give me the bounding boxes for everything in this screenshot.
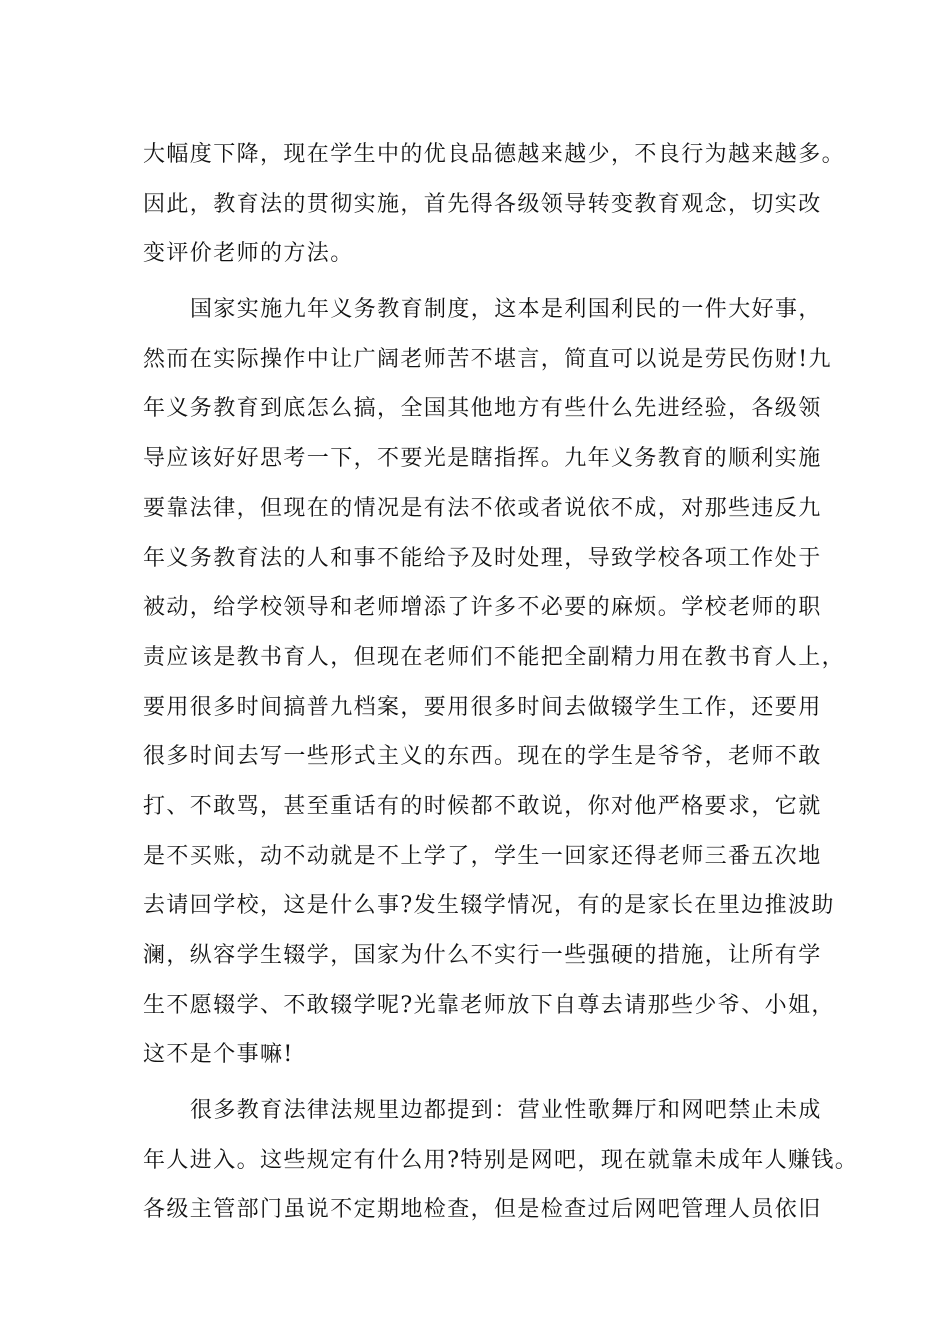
paragraph-first-line: 很多教育法律法规里边都提到：营业性歌舞厅和网吧禁止未成	[190, 1098, 822, 1124]
text-line: 变评价老师的方法。	[143, 241, 354, 267]
text-line: 这不是个事嘛!	[143, 1042, 294, 1068]
text-line: 年义务教育法的人和事不能给予及时处理，导致学校各项工作处于	[143, 545, 822, 571]
text-line: 很多时间去写一些形式主义的东西。现在的学生是爷爷，老师不敢	[143, 744, 822, 770]
text-line: 导应该好好思考一下，不要光是瞎指挥。九年义务教育的顺利实施	[143, 446, 822, 472]
text-line: 各级主管部门虽说不定期地检查，但是检查过后网吧管理人员依旧	[143, 1197, 822, 1223]
paragraph-first-line: 国家实施九年义务教育制度，这本是利国利民的一件大好事，	[190, 297, 822, 323]
text-line: 年人进入。这些规定有什么用?特别是网吧，现在就靠未成年人赚钱。	[143, 1147, 859, 1173]
text-line: 是不买账，动不动就是不上学了，学生一回家还得老师三番五次地	[143, 843, 822, 869]
text-line: 大幅度下降，现在学生中的优良品德越来越少，不良行为越来越多。	[143, 142, 846, 167]
text-line: 澜，纵容学生辍学，国家为什么不实行一些强硬的措施，让所有学	[143, 943, 822, 968]
text-line: 生不愿辍学、不敢辍学呢?光靠老师放下自尊去请那些少爷、小姐，	[143, 992, 835, 1018]
text-line: 因此，教育法的贯彻实施，首先得各级领导转变教育观念，切实改	[143, 191, 822, 217]
text-line: 要用很多时间搞普九档案，要用很多时间去做辍学生工作，还要用	[143, 694, 822, 720]
text-line: 年义务教育到底怎么搞，全国其他地方有些什么先进经验，各级领	[143, 396, 822, 422]
text-line: 然而在实际操作中让广阔老师苦不堪言，简直可以说是劳民伤财!九	[143, 346, 832, 372]
text-line: 打、不敢骂，甚至重话有的时候都不敢说，你对他严格要求，它就	[143, 793, 822, 819]
text-line: 要靠法律，但现在的情况是有法不依或者说依不成，对那些违反九	[143, 495, 822, 521]
text-line: 被动，给学校领导和老师增添了许多不必要的麻烦。学校老师的职	[143, 595, 822, 621]
text-line: 责应该是教书育人，但现在老师们不能把全副精力用在教书育人上，	[143, 644, 846, 670]
text-line: 去请回学校，这是什么事?发生辍学情况，有的是家长在里边推波助	[143, 893, 835, 919]
body-text	[143, 130, 859, 1235]
